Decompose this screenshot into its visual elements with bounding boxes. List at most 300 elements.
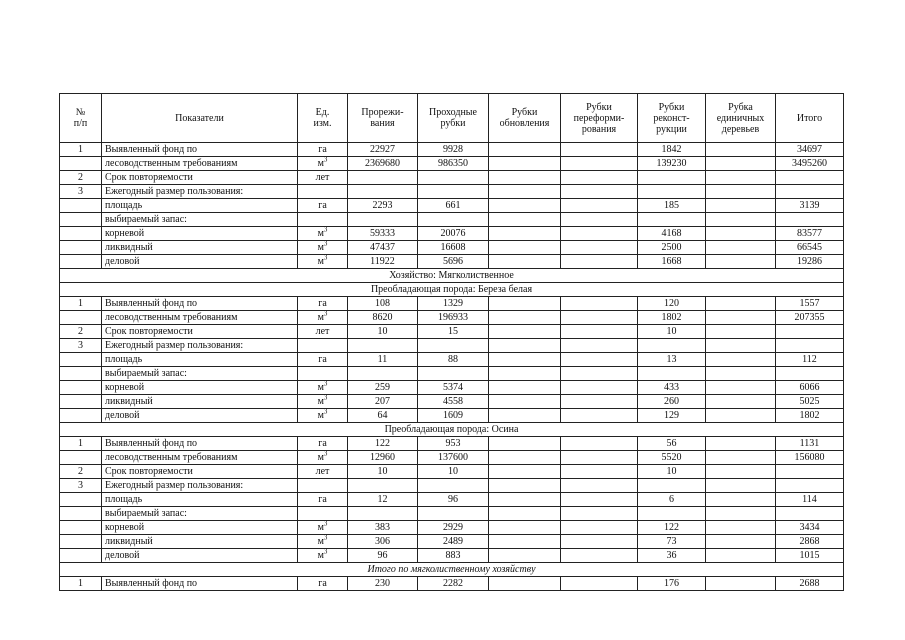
renewal-value: [489, 451, 561, 465]
row-number: 2: [60, 325, 102, 339]
renewal-value: [489, 465, 561, 479]
unit-text: лет: [315, 172, 330, 183]
indicator-cell: площадь: [102, 199, 298, 213]
header-recon: Рубки реконст- рукции: [638, 94, 706, 143]
recon-value: 4168: [638, 227, 706, 241]
reform-value: [561, 479, 638, 493]
recon-value: 6: [638, 493, 706, 507]
unit-text: га: [318, 578, 327, 589]
unit-text: га: [318, 200, 327, 211]
row-number: 2: [60, 171, 102, 185]
reform-value: [561, 339, 638, 353]
total-value: 1802: [776, 409, 844, 423]
indicator-cell: Ежегодный размер пользования:: [102, 339, 298, 353]
thinning-value: [348, 185, 418, 199]
reform-value: [561, 381, 638, 395]
reform-value: [561, 157, 638, 171]
total-value: 207355: [776, 311, 844, 325]
table-row: [60, 325, 844, 339]
indicator-cell: ликвидный: [102, 241, 298, 255]
total-value: 6066: [776, 381, 844, 395]
thinning-value: 8620: [348, 311, 418, 325]
passage-value: 4558: [418, 395, 489, 409]
row-number: 3: [60, 339, 102, 353]
unit-text: м: [317, 452, 324, 463]
passage-value: 20076: [418, 227, 489, 241]
single-value: [706, 227, 776, 241]
indicator-cell: лесоводственным требованиям: [102, 451, 298, 465]
section-title: Преобладающая порода: Осина: [60, 423, 844, 437]
recon-value: 73: [638, 535, 706, 549]
thinning-value: 10: [348, 465, 418, 479]
thinning-value: 11: [348, 353, 418, 367]
single-value: [706, 325, 776, 339]
indicator-cell: ликвидный: [102, 395, 298, 409]
indicator-cell: ликвидный: [102, 535, 298, 549]
recon-value: [638, 339, 706, 353]
single-value: [706, 521, 776, 535]
thinning-value: 108: [348, 297, 418, 311]
recon-value: 13: [638, 353, 706, 367]
single-value: [706, 465, 776, 479]
recon-value: 5520: [638, 451, 706, 465]
indicator-cell: Срок повторяемости: [102, 171, 298, 185]
recon-value: 129: [638, 409, 706, 423]
recon-value: 36: [638, 549, 706, 563]
passage-value: [418, 479, 489, 493]
passage-value: 661: [418, 199, 489, 213]
unit-cell: [298, 339, 348, 353]
table-row: [60, 577, 844, 591]
indicator-cell: лесоводственным требованиям: [102, 311, 298, 325]
total-value: [776, 507, 844, 521]
row-number: [60, 227, 102, 241]
thinning-value: 47437: [348, 241, 418, 255]
table-row: [60, 213, 844, 227]
table-row: [60, 521, 844, 535]
reform-value: [561, 143, 638, 157]
header-indicator: Показатели: [102, 94, 298, 143]
total-value: 1015: [776, 549, 844, 563]
unit-cell: [298, 521, 348, 535]
section-title: Преобладающая порода: Береза белая: [60, 283, 844, 297]
reform-value: [561, 437, 638, 451]
passage-value: [418, 213, 489, 227]
single-value: [706, 255, 776, 269]
thinning-value: 12: [348, 493, 418, 507]
row-number: [60, 395, 102, 409]
unit-cell: [298, 255, 348, 269]
thinning-value: 59333: [348, 227, 418, 241]
passage-value: 1329: [418, 297, 489, 311]
renewal-value: [489, 157, 561, 171]
unit-text: м: [317, 522, 324, 533]
total-value: [776, 325, 844, 339]
recon-value: 1842: [638, 143, 706, 157]
passage-value: 137600: [418, 451, 489, 465]
section-title: Хозяйство: Мягколиственное: [60, 269, 844, 283]
total-value: [776, 171, 844, 185]
table-row: [60, 381, 844, 395]
total-value: 114: [776, 493, 844, 507]
passage-value: 986350: [418, 157, 489, 171]
row-number: [60, 213, 102, 227]
single-value: [706, 577, 776, 591]
table-row: [60, 549, 844, 563]
table-row: [60, 297, 844, 311]
unit-cell: [298, 199, 348, 213]
row-number: [60, 157, 102, 171]
unit-text: лет: [315, 466, 330, 477]
indicator-cell: Выявленный фонд по: [102, 577, 298, 591]
total-value: 5025: [776, 395, 844, 409]
unit-text: га: [318, 144, 327, 155]
recon-value: [638, 213, 706, 227]
single-value: [706, 535, 776, 549]
unit-cell: [298, 185, 348, 199]
unit-text: м: [317, 410, 324, 421]
reform-value: [561, 213, 638, 227]
reform-value: [561, 311, 638, 325]
table-header-row: [60, 94, 844, 143]
thinning-value: 207: [348, 395, 418, 409]
indicator-cell: выбираемый запас:: [102, 213, 298, 227]
renewal-value: [489, 381, 561, 395]
renewal-value: [489, 409, 561, 423]
total-value: [776, 367, 844, 381]
unit-cell: [298, 143, 348, 157]
header-unit: Ед. изм.: [298, 94, 348, 143]
single-value: [706, 493, 776, 507]
row-number: [60, 367, 102, 381]
indicator-cell: деловой: [102, 409, 298, 423]
total-value: [776, 339, 844, 353]
thinning-value: 383: [348, 521, 418, 535]
recon-value: 1668: [638, 255, 706, 269]
single-value: [706, 395, 776, 409]
unit-cell: [298, 507, 348, 521]
single-value: [706, 213, 776, 227]
unit-cell: [298, 395, 348, 409]
indicator-cell: площадь: [102, 493, 298, 507]
unit-cell: [298, 241, 348, 255]
indicator-cell: Срок повторяемости: [102, 325, 298, 339]
single-value: [706, 479, 776, 493]
recon-value: 185: [638, 199, 706, 213]
header-single: Рубка единичных деревьев: [706, 94, 776, 143]
unit-cell: [298, 297, 348, 311]
renewal-value: [489, 227, 561, 241]
total-value: 3139: [776, 199, 844, 213]
single-value: [706, 381, 776, 395]
row-number: [60, 521, 102, 535]
header-renewal: Рубки обновления: [489, 94, 561, 143]
renewal-value: [489, 241, 561, 255]
reform-value: [561, 493, 638, 507]
table-row: [60, 535, 844, 549]
single-value: [706, 437, 776, 451]
table-row: [60, 311, 844, 325]
reform-value: [561, 395, 638, 409]
unit-text: м: [317, 256, 324, 267]
reform-value: [561, 535, 638, 549]
reform-value: [561, 241, 638, 255]
row-number: 1: [60, 437, 102, 451]
renewal-value: [489, 199, 561, 213]
total-value: 66545: [776, 241, 844, 255]
unit-superscript: 3: [323, 520, 328, 528]
renewal-value: [489, 311, 561, 325]
single-value: [706, 143, 776, 157]
row-number: [60, 451, 102, 465]
unit-cell: [298, 367, 348, 381]
unit-cell: [298, 311, 348, 325]
recon-value: 10: [638, 325, 706, 339]
header-thinning: Прорежи- вания: [348, 94, 418, 143]
thinning-value: [348, 213, 418, 227]
reform-value: [561, 199, 638, 213]
unit-superscript: 3: [323, 380, 328, 388]
thinning-value: 2293: [348, 199, 418, 213]
thinning-value: 2369680: [348, 157, 418, 171]
renewal-value: [489, 325, 561, 339]
single-value: [706, 157, 776, 171]
table-row: [60, 255, 844, 269]
indicator-cell: Срок повторяемости: [102, 465, 298, 479]
row-number: 3: [60, 185, 102, 199]
indicator-cell: лесоводственным требованиям: [102, 157, 298, 171]
table-row: [60, 339, 844, 353]
unit-superscript: 3: [323, 534, 328, 542]
thinning-value: 96: [348, 549, 418, 563]
passage-value: [418, 339, 489, 353]
passage-value: 883: [418, 549, 489, 563]
indicator-cell: выбираемый запас:: [102, 367, 298, 381]
total-value: 83577: [776, 227, 844, 241]
indicator-cell: Выявленный фонд по: [102, 143, 298, 157]
unit-cell: [298, 493, 348, 507]
single-value: [706, 297, 776, 311]
unit-superscript: 3: [323, 254, 328, 262]
unit-cell: [298, 353, 348, 367]
header-total: Итого: [776, 94, 844, 143]
renewal-value: [489, 143, 561, 157]
unit-text: лет: [315, 326, 330, 337]
thinning-value: [348, 507, 418, 521]
renewal-value: [489, 577, 561, 591]
unit-cell: [298, 213, 348, 227]
table-row: [60, 465, 844, 479]
table-row: [60, 241, 844, 255]
passage-value: 5374: [418, 381, 489, 395]
reform-value: [561, 185, 638, 199]
recon-value: [638, 507, 706, 521]
unit-cell: [298, 157, 348, 171]
passage-value: 953: [418, 437, 489, 451]
unit-cell: [298, 479, 348, 493]
table-row: [60, 395, 844, 409]
thinning-value: [348, 339, 418, 353]
section-row: [60, 269, 844, 283]
row-number: [60, 353, 102, 367]
unit-text: м: [317, 536, 324, 547]
row-number: 1: [60, 577, 102, 591]
section-row: [60, 563, 844, 577]
unit-cell: [298, 325, 348, 339]
total-value: 1557: [776, 297, 844, 311]
total-value: [776, 185, 844, 199]
renewal-value: [489, 297, 561, 311]
total-value: 3495260: [776, 157, 844, 171]
renewal-value: [489, 339, 561, 353]
recon-value: 433: [638, 381, 706, 395]
single-value: [706, 507, 776, 521]
thinning-value: 12960: [348, 451, 418, 465]
passage-value: 2282: [418, 577, 489, 591]
table-row: [60, 353, 844, 367]
renewal-value: [489, 367, 561, 381]
recon-value: 122: [638, 521, 706, 535]
thinning-value: [348, 479, 418, 493]
thinning-value: [348, 367, 418, 381]
unit-text: м: [317, 382, 324, 393]
header-reform: Рубки переформи- рования: [561, 94, 638, 143]
renewal-value: [489, 479, 561, 493]
recon-value: 2500: [638, 241, 706, 255]
row-number: [60, 199, 102, 213]
single-value: [706, 353, 776, 367]
total-value: 19286: [776, 255, 844, 269]
unit-text: га: [318, 298, 327, 309]
renewal-value: [489, 521, 561, 535]
reform-value: [561, 577, 638, 591]
unit-cell: [298, 451, 348, 465]
recon-value: 56: [638, 437, 706, 451]
thinning-value: 122: [348, 437, 418, 451]
passage-value: 15: [418, 325, 489, 339]
renewal-value: [489, 535, 561, 549]
renewal-value: [489, 437, 561, 451]
single-value: [706, 311, 776, 325]
recon-value: [638, 185, 706, 199]
forest-use-table: [59, 93, 844, 591]
reform-value: [561, 409, 638, 423]
reform-value: [561, 549, 638, 563]
unit-cell: [298, 409, 348, 423]
passage-value: 196933: [418, 311, 489, 325]
row-number: 2: [60, 465, 102, 479]
unit-text: га: [318, 494, 327, 505]
reform-value: [561, 297, 638, 311]
reform-value: [561, 465, 638, 479]
reform-value: [561, 227, 638, 241]
recon-value: 176: [638, 577, 706, 591]
unit-superscript: 3: [323, 310, 328, 318]
row-number: [60, 255, 102, 269]
renewal-value: [489, 213, 561, 227]
unit-text: м: [317, 312, 324, 323]
indicator-cell: площадь: [102, 353, 298, 367]
passage-value: 2489: [418, 535, 489, 549]
unit-cell: [298, 437, 348, 451]
single-value: [706, 171, 776, 185]
renewal-value: [489, 507, 561, 521]
row-number: [60, 549, 102, 563]
section-row: [60, 283, 844, 297]
row-number: 1: [60, 143, 102, 157]
row-number: [60, 507, 102, 521]
single-value: [706, 241, 776, 255]
table-row: [60, 171, 844, 185]
unit-text: га: [318, 354, 327, 365]
single-value: [706, 367, 776, 381]
passage-value: 5696: [418, 255, 489, 269]
passage-value: 9928: [418, 143, 489, 157]
row-number: [60, 493, 102, 507]
recon-value: 1802: [638, 311, 706, 325]
passage-value: 10: [418, 465, 489, 479]
total-value: 3434: [776, 521, 844, 535]
recon-value: [638, 367, 706, 381]
row-number: [60, 409, 102, 423]
table-row: [60, 451, 844, 465]
renewal-value: [489, 493, 561, 507]
unit-text: м: [317, 550, 324, 561]
renewal-value: [489, 549, 561, 563]
indicator-cell: Выявленный фонд по: [102, 437, 298, 451]
reform-value: [561, 367, 638, 381]
row-number: 1: [60, 297, 102, 311]
reform-value: [561, 521, 638, 535]
unit-cell: [298, 381, 348, 395]
single-value: [706, 339, 776, 353]
unit-cell: [298, 577, 348, 591]
indicator-cell: корневой: [102, 521, 298, 535]
thinning-value: 230: [348, 577, 418, 591]
row-number: 3: [60, 479, 102, 493]
unit-cell: [298, 465, 348, 479]
thinning-value: 10: [348, 325, 418, 339]
passage-value: [418, 367, 489, 381]
renewal-value: [489, 185, 561, 199]
unit-cell: [298, 171, 348, 185]
single-value: [706, 409, 776, 423]
indicator-cell: Выявленный фонд по: [102, 297, 298, 311]
table-row: [60, 185, 844, 199]
unit-cell: [298, 227, 348, 241]
unit-cell: [298, 535, 348, 549]
unit-superscript: 3: [323, 548, 328, 556]
unit-text: м: [317, 228, 324, 239]
indicator-cell: Ежегодный размер пользования:: [102, 479, 298, 493]
row-number: [60, 381, 102, 395]
section-row: [60, 423, 844, 437]
reform-value: [561, 507, 638, 521]
thinning-value: 64: [348, 409, 418, 423]
total-value: 2688: [776, 577, 844, 591]
passage-value: [418, 185, 489, 199]
unit-superscript: 3: [323, 240, 328, 248]
indicator-cell: корневой: [102, 381, 298, 395]
indicator-cell: выбираемый запас:: [102, 507, 298, 521]
passage-value: [418, 507, 489, 521]
renewal-value: [489, 395, 561, 409]
unit-superscript: 3: [323, 394, 328, 402]
unit-superscript: 3: [323, 450, 328, 458]
reform-value: [561, 255, 638, 269]
total-value: [776, 479, 844, 493]
header-passage: Проходные рубки: [418, 94, 489, 143]
